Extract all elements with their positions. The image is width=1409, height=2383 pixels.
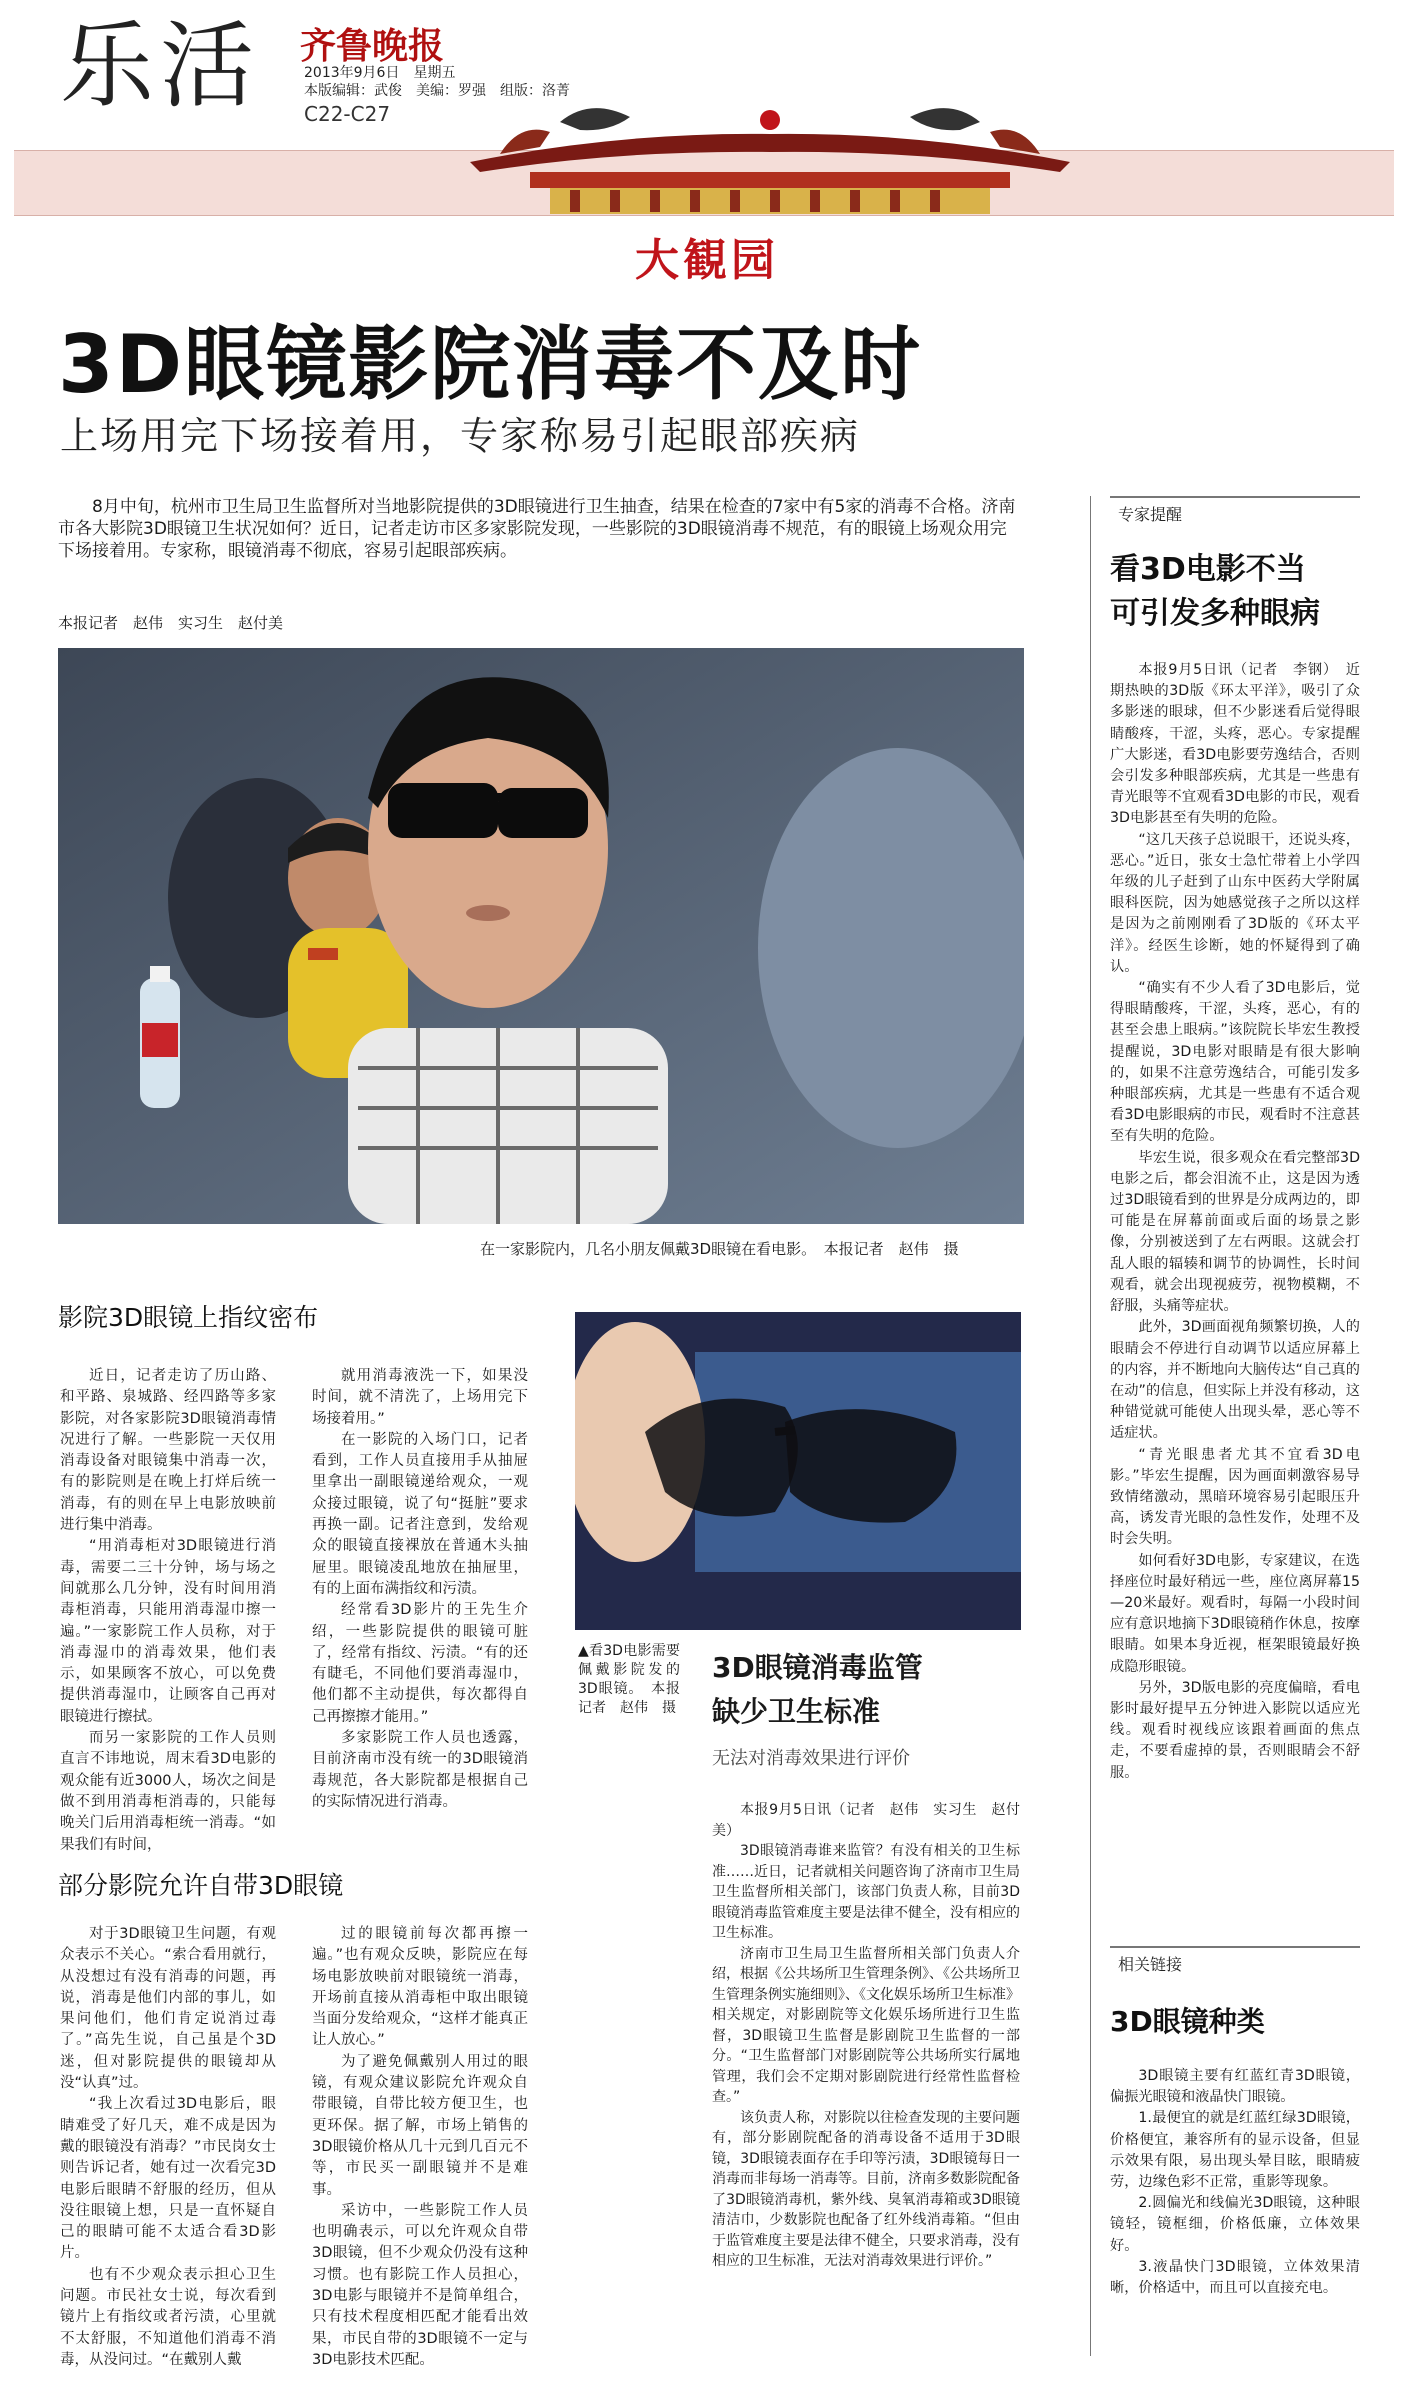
section-heading-supervision [712, 1646, 923, 1734]
paragraph: 近日，记者走访了历山路、和平路、泉城路、经四路等多家影院，对各家影院3D眼镜消毒情况进行了解。一些影院一天仅用消毒设备对眼镜集中消毒一次，有的影院则是在晚上打烊后统一消毒，有的则在早上电影放映前进行集中消毒。 [60, 1368, 276, 1534]
paragraph: 3.液晶快门3D眼镜，立体效果清晰，价格适中，而且可以直接充电。 [1110, 2258, 1360, 2297]
section3-title-line1: 3D眼镜消毒监管 [712, 1651, 923, 1684]
column-brand: 大観园 [635, 235, 779, 286]
editor-credits: 本版编辑：武俊 美编：罗强 组版：洛菁 [304, 83, 570, 99]
section1-column-1 [60, 1366, 276, 1856]
photo-caption: 在一家影院内，几名小朋友佩戴3D眼镜在看电影。 本报记者 赵伟 摄 [480, 1240, 959, 1258]
paragraph: “这几天孩子总说眼干，还说头疼，恶心。”近日，张女士急忙带着上小学四年级的儿子赶到了山东中医药大学附属眼科医院，因为她感觉孩子之所以这样是因为之前刚刚看了3D版的《环太平洋》。经医生诊断，她的怀疑得到了确认。 [1110, 831, 1360, 975]
paragraph: 经常看3D影片的王先生介绍，一些影院提供的眼镜可脏了，经常有指纹、污渍。“有的还有睫毛，不同他们要消毒湿巾，他们都不主动提供，每次都得自己再擦擦才能用。” [312, 1602, 528, 1725]
headline: 3D眼镜影院消毒不及时 [58, 318, 923, 411]
newspaper-logo: 齐鲁晚报 [300, 25, 445, 67]
paragraph: 如何看好3D电影，专家建议，在选择座位时最好稍远一些，座位离屏幕15—20米最好。观看时，每隔一小段时间应有意识地摘下3D眼镜稍作休息，按摩眼睛。如果本身近视，框架眼镜最好换成隐形眼镜。 [1110, 1552, 1360, 1675]
section3-title-line2: 缺少卫生标准 [712, 1695, 881, 1728]
subheadline: 上场用完下场接着用，专家称易引起眼部疾病 [60, 414, 861, 458]
paragraph: 过的眼镜前每次都再擦一遍。”也有观众反映，影院应在每场电影放映前对眼镜统一消毒，开场前直接从消毒柜中取出眼镜当面分发给观众，“这样才能真正让人放心。” [312, 1926, 528, 2049]
photo-children-3d-glasses [58, 648, 1024, 1224]
section-title: 乐活 [60, 12, 261, 121]
photo-hand-holding-glasses [575, 1312, 1021, 1630]
paragraph: 本报9月5日讯（记者 李钢） 近期热映的3D版《环太平洋》，吸引了众多影迷的眼球，但不少影迷看后觉得眼睛酸疼，干涩，头疼，恶心。专家提醒广大影迷，看3D电影要劳逸结合，否则会引发多种眼部疾病，尤其是一些患有青光眼等不宜观看3D电影的市民，观看3D电影甚至有失明的危险。 [1110, 662, 1360, 827]
sidebar-headline [1110, 548, 1320, 636]
glasses-photo [575, 1312, 1021, 1630]
paragraph: “用消毒柜对3D眼镜进行消毒，需要二三十分钟，场与场之间就那么几分钟，没有时间用消毒柜消毒，只能用消毒湿巾擦一遍。”一家影院工作人员称，对于消毒湿巾的消毒效果，他们表示，如果顾客不放心，可以免费提供消毒湿巾，让顾客自己再对眼镜进行擦拭。 [60, 1538, 276, 1725]
paragraph: 济南市卫生局卫生监督所相关部门负责人介绍，根据《公共场所卫生管理条例》、《公共场所卫生管理条例实施细则》、《文化娱乐场所卫生标准》相关规定，对影剧院等文化娱乐场所进行卫生监督，3D眼镜卫生监督是影剧院卫生监督的一部分。“卫生监督部门对影剧院等公共场所实行属地管理，我们会不定期对影剧院进行经常性监督检查。” [712, 1945, 1020, 2105]
paragraph: “青光眼患者尤其不宜看3D电影。”毕宏生提醒，因为画面刺激容易导致情绪激动，黑暗环境容易引起眼压升高，诱发青光眼的急性发作，处理不及时会失明。 [1110, 1446, 1360, 1548]
paragraph: 1.最便宜的就是红蓝红绿3D眼镜，价格便宜，兼容所有的显示设备，但显示效果有限，易出现头晕目眩，眼睛疲劳，边缘色彩不正常，重影等现象。 [1110, 2110, 1360, 2191]
paragraph: 该负责人称，对影院以往检查发现的主要问题有，部分影剧院配备的消毒设备不适用于3D眼镜，3D眼镜表面存在手印等污渍，3D眼镜每日一消毒而非每场一消毒等。目前，济南多数影院配备了3D眼镜消毒机，紫外线、臭氧消毒箱或3D眼镜清洁巾，少数影院也配备了红外线消毒箱。“但由于监管难度主要是法律不健全，只要求消毒，没有相应的卫生标准，无法对消毒效果进行评价。” [712, 2109, 1020, 2269]
page-range: C22-C27 [304, 102, 391, 126]
sidebar-headline-line1: 看3D电影不当 [1110, 552, 1306, 587]
column-divider [1090, 496, 1091, 2356]
sidebar-top-rule [1110, 496, 1360, 498]
paragraph: 而另一家影院的工作人员则直言不讳地说，周末看3D电影的观众能有近3000人，场次之间是做不到用消毒柜消毒的，只能每晚关门后用消毒柜统一消毒。“如果我们有时间， [60, 1730, 276, 1853]
lead-paragraph: 8月中旬，杭州市卫生局卫生监督所对当地影院提供的3D眼镜进行卫生抽查，结果在检查的7家中有5家的消毒不合格。济南市各大影院3D眼镜卫生状况如何？近日，记者走访市区多家影院发现，一些影院的3D眼镜消毒不规范，有的眼镜上场观众用完下场接着用。专家称，眼镜消毒不彻底，容易引起眼部疾病。 [58, 497, 1016, 561]
paragraph: 在一影院的入场门口，记者看到，工作人员直接用手从抽屉里拿出一副眼镜递给观众，一观众接过眼镜，说了句“挺脏”要求再换一副。记者注意到，发给观众的眼镜直接裸放在普通木头抽屉里。眼镜凌乱地放在抽屉里，有的上面布满指纹和污渍。 [312, 1431, 528, 1597]
section3-dateline: 本报9月5日讯（记者 赵伟 实习生 赵付美） [712, 1802, 1020, 1839]
section-heading-fingerprints: 影院3D眼镜上指纹密布 [58, 1303, 319, 1332]
paragraph: 多家影院工作人员也透露，目前济南市没有统一的3D眼镜消毒规范，各大影院都是根据自己的实际情况进行消毒。 [312, 1730, 528, 1810]
sidebar-tag-related: 相关链接 [1118, 1955, 1183, 1974]
section-heading-own-glasses: 部分影院允许自带3D眼镜 [58, 1871, 344, 1900]
paragraph: 3D眼镜消毒谁来监管？有没有相关的卫生标准……近日，记者就相关问题咨询了济南市卫生局卫生监督所相关部门，该部门负责人称，目前3D眼镜消毒监管难度主要是法律不健全，没有相应的卫生标准。 [712, 1843, 1020, 1941]
issue-date: 2013年9月6日 星期五 [304, 65, 456, 81]
paragraph: 3D眼镜主要有红蓝红青3D眼镜，偏振光眼镜和液晶快门眼镜。 [1110, 2068, 1360, 2106]
main-photo [58, 648, 1024, 1224]
section2-column-1 [60, 1924, 276, 2371]
sidebar-body [1110, 660, 1360, 1784]
paragraph: 就用消毒液洗一下，如果没时间，就不清洗了，上场用完下场接着用。” [312, 1368, 528, 1427]
paragraph: 2.圆偏光和线偏光3D眼镜，这种眼镜轻，镜框细，价格低廉，立体效果好。 [1110, 2195, 1360, 2254]
paragraph: “确实有不少人看了3D电影后，觉得眼睛酸疼，干涩，头疼，恶心，有的甚至会患上眼病。”该院院长毕宏生教授提醒说，3D电影对眼睛是有很大影响的，如果不注意劳逸结合，可能引发多种眼部疾病，尤其是一些患有不适合观看3D电影眼病的市民，观看时不注意甚至有失明的危险。 [1110, 980, 1360, 1145]
paragraph: 为了避免佩戴别人用过的眼镜，有观众建议影院允许观众自带眼镜，自带比较方便卫生，也更环保。据了解，市场上销售的3D眼镜价格从几十元到几百元不等，市民买一副眼镜并不是难事。 [312, 2053, 528, 2198]
byline: 本报记者 赵伟 实习生 赵付美 [58, 614, 284, 632]
sidebar-tag-expert: 专家提醒 [1118, 505, 1183, 524]
paragraph: 毕宏生说，很多观众在看完整部3D电影之后，都会泪流不止，这是因为透过3D眼镜看到的世界是分成两边的，即可能是在屏幕前面或后面的场景之影像，分别被送到了左右两眼。这就会打乱人眼的辐辏和调节的协调性，长时间观看，就会出现视疲劳，视物模糊，不舒服，头痛等症状。 [1110, 1149, 1360, 1315]
glasses-photo-caption: ▲看3D电影需要佩戴影院发的3D眼镜。 本报记者 赵伟 摄 [578, 1643, 680, 1716]
sidebar-link-rule [1110, 1946, 1360, 1948]
section3-body [712, 1800, 1020, 2272]
paragraph: 也有不少观众表示担心卫生问题。市民社女士说，每次看到镜片上有指纹或者污渍，心里就不太舒服，不知道他们消毒不消毒，从没问过。“在戴别人戴 [60, 2266, 276, 2368]
sidebar-glasses-types-body [1110, 2066, 1360, 2299]
paragraph: 此外，3D画面视角频繁切换，人的眼睛会不停进行自动调节以适应屏幕上的内容，并不断地向大脑传达“自己真的在动”的信息，但实际上并没有移动，这种错觉就可能使人出现头晕，恶心等不适症状。 [1110, 1319, 1360, 1442]
paragraph: “我上次看过3D电影后，眼睛难受了好几天，难不成是因为戴的眼镜没有消毒？”市民岗女士则告诉记者，她有过一次看完3D电影后眼睛不舒服的经历，但从没往眼镜上想，只是一直怀疑自己的眼睛可能不太适合看3D影片。 [60, 2096, 276, 2262]
section1-column-2 [312, 1366, 528, 1813]
sidebar-headline-line2: 可引发多种眼病 [1110, 596, 1320, 631]
paragraph: 另外，3D版电影的亮度偏暗，看电影时最好提早五分钟进入影院以适应光线。观看时视线应该跟着画面的焦点走，不要看虚掉的景，否则眼睛会不舒服。 [1110, 1679, 1360, 1781]
sidebar-heading-glasses-types: 3D眼镜种类 [1110, 2005, 1265, 2038]
section2-column-2 [312, 1924, 528, 2371]
paragraph: 对于3D眼镜卫生问题，有观众表示不关心。“索合看用就行，从没想过有没有消毒的问题，再说，消毒是他们内部的事儿，如果问他们，他们肯定说消过毒了。”高先生说，自己虽是个3D迷，但对影院提供的眼镜却从没“认真”过。 [60, 1926, 276, 2092]
section3-subtitle: 无法对消毒效果进行评价 [712, 1748, 910, 1769]
paragraph: 采访中，一些影院工作人员也明确表示，可以允许观众自带3D眼镜，但不少观众仍没有这种习惯。也有影院工作人员担心，3D电影与眼镜并不是简单组合，只有技术程度相匹配才能看出效果，市民自带的3D眼镜不一定与3D电影技术匹配。 [312, 2202, 528, 2368]
pavilion-roof-illustration [460, 92, 1080, 232]
